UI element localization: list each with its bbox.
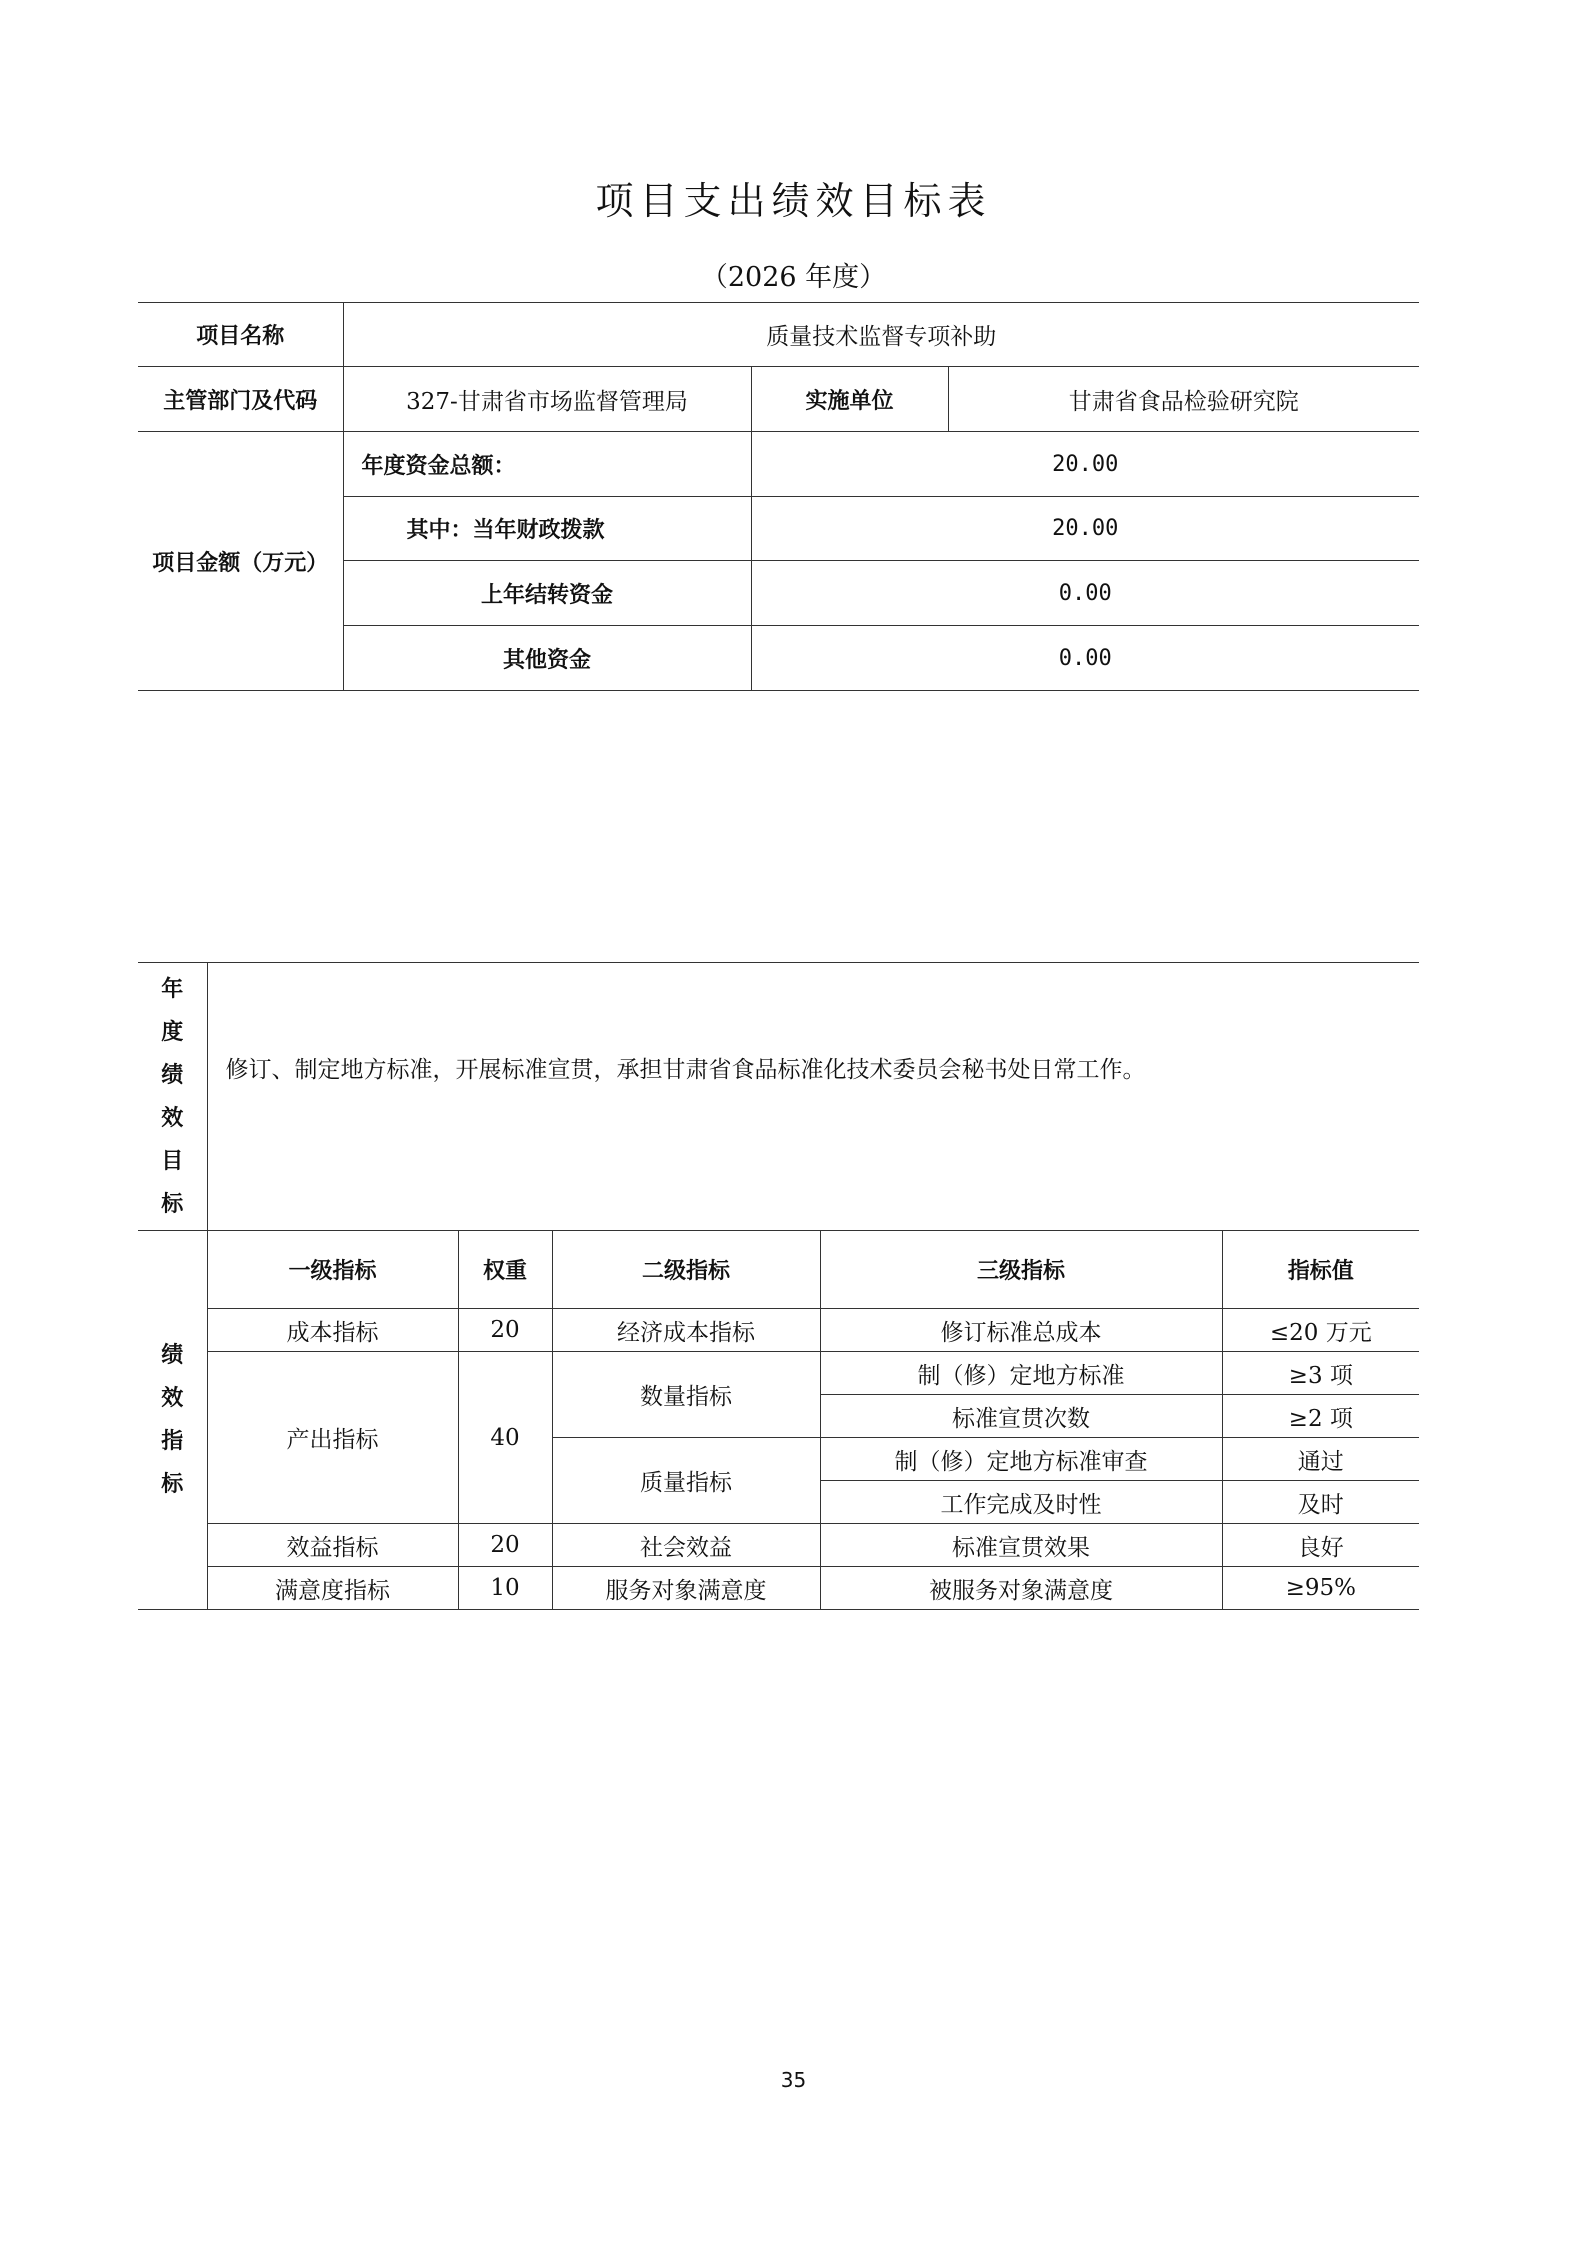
header-level2: 二级指标 [552,1231,820,1309]
annual-goal-char: 度 [161,1019,184,1045]
header-level3: 三级指标 [820,1231,1222,1309]
indicator-side-char: 标 [161,1472,184,1497]
quality-value: 通过 [1222,1438,1419,1481]
project-name-row [138,303,1419,367]
benefit-level3: 标准宣贯效果 [820,1524,1222,1567]
quantity-value: ≥2 项 [1222,1395,1419,1438]
amount-row [138,432,1419,497]
amount-label: 项目金额（万元） [138,432,343,691]
table-row [138,1309,1419,1352]
amount-other-label: 其他资金 [343,626,751,691]
project-name-label: 项目名称 [138,303,343,367]
quality-level3: 制（修）定地方标准审查 [820,1438,1222,1481]
output-level1: 产出指标 [207,1352,458,1524]
dept-label: 主管部门及代码 [138,367,343,432]
year-subtitle: （2026 年度） [700,262,887,293]
indicator-side-char: 绩 [161,1343,184,1368]
unit-label: 实施单位 [751,367,948,432]
quantity-level2: 数量指标 [552,1352,820,1438]
satisfaction-level2: 服务对象满意度 [552,1567,820,1610]
quality-level3: 工作完成及时性 [820,1481,1222,1524]
quantity-level3: 标准宣贯次数 [820,1395,1222,1438]
cost-level3: 修订标准总成本 [820,1309,1222,1352]
amount-carryover-label: 上年结转资金 [343,561,751,626]
project-info-table [138,302,1419,691]
benefit-weight: 20 [458,1524,552,1567]
indicator-side-char: 指 [161,1429,184,1454]
project-name-value: 质量技术监督专项补助 [343,303,1419,367]
annual-goal-text: 修订、制定地方标准，开展标准宣贯，承担甘肃省食品标准化技术委员会秘书处日常工作。 [207,963,1419,1231]
page-number: 35 [780,2068,807,2092]
page-title: 项目支出绩效目标表 [595,179,992,223]
annual-goal-char: 年 [161,976,184,1002]
amount-total-label: 年度资金总额： [343,432,751,497]
quality-level2: 质量指标 [552,1438,820,1524]
header-value: 指标值 [1222,1231,1419,1309]
cost-level1: 成本指标 [207,1309,458,1352]
quality-value: 及时 [1222,1481,1419,1524]
indicator-side-label [138,1231,207,1610]
table-row [138,1567,1419,1610]
amount-other-value: 0.00 [751,626,1419,691]
benefit-value: 良好 [1222,1524,1419,1567]
cost-value: ≤20 万元 [1222,1309,1419,1352]
satisfaction-level1: 满意度指标 [207,1567,458,1610]
amount-fiscal-label: 其中：当年财政拨款 [343,497,751,561]
cost-weight: 20 [458,1309,552,1352]
output-weight: 40 [458,1352,552,1524]
annual-goal-char: 绩 [161,1062,184,1088]
amount-carryover-value: 0.00 [751,561,1419,626]
cost-level2: 经济成本指标 [552,1309,820,1352]
indicator-header-row [138,1231,1419,1309]
satisfaction-weight: 10 [458,1567,552,1610]
annual-goal-char: 效 [161,1105,184,1131]
benefit-level2: 社会效益 [552,1524,820,1567]
header-weight: 权重 [458,1231,552,1309]
annual-goal-label [138,963,207,1231]
benefit-level1: 效益指标 [207,1524,458,1567]
dept-value: 327-甘肃省市场监督管理局 [343,367,751,432]
annual-goal-char: 目 [161,1148,184,1174]
satisfaction-value: ≥95% [1222,1567,1419,1610]
quantity-level3: 制（修）定地方标准 [820,1352,1222,1395]
amount-total-value: 20.00 [751,432,1419,497]
satisfaction-level3: 被服务对象满意度 [820,1567,1222,1610]
table-row [138,1524,1419,1567]
performance-table [138,962,1419,1610]
dept-row [138,367,1419,432]
amount-fiscal-value: 20.00 [751,497,1419,561]
annual-goal-row [138,963,1419,1231]
annual-goal-char: 标 [161,1191,184,1217]
quantity-value: ≥3 项 [1222,1352,1419,1395]
table-row [138,1352,1419,1395]
unit-value: 甘肃省食品检验研究院 [948,367,1419,432]
indicator-side-char: 效 [161,1386,184,1411]
header-level1: 一级指标 [207,1231,458,1309]
